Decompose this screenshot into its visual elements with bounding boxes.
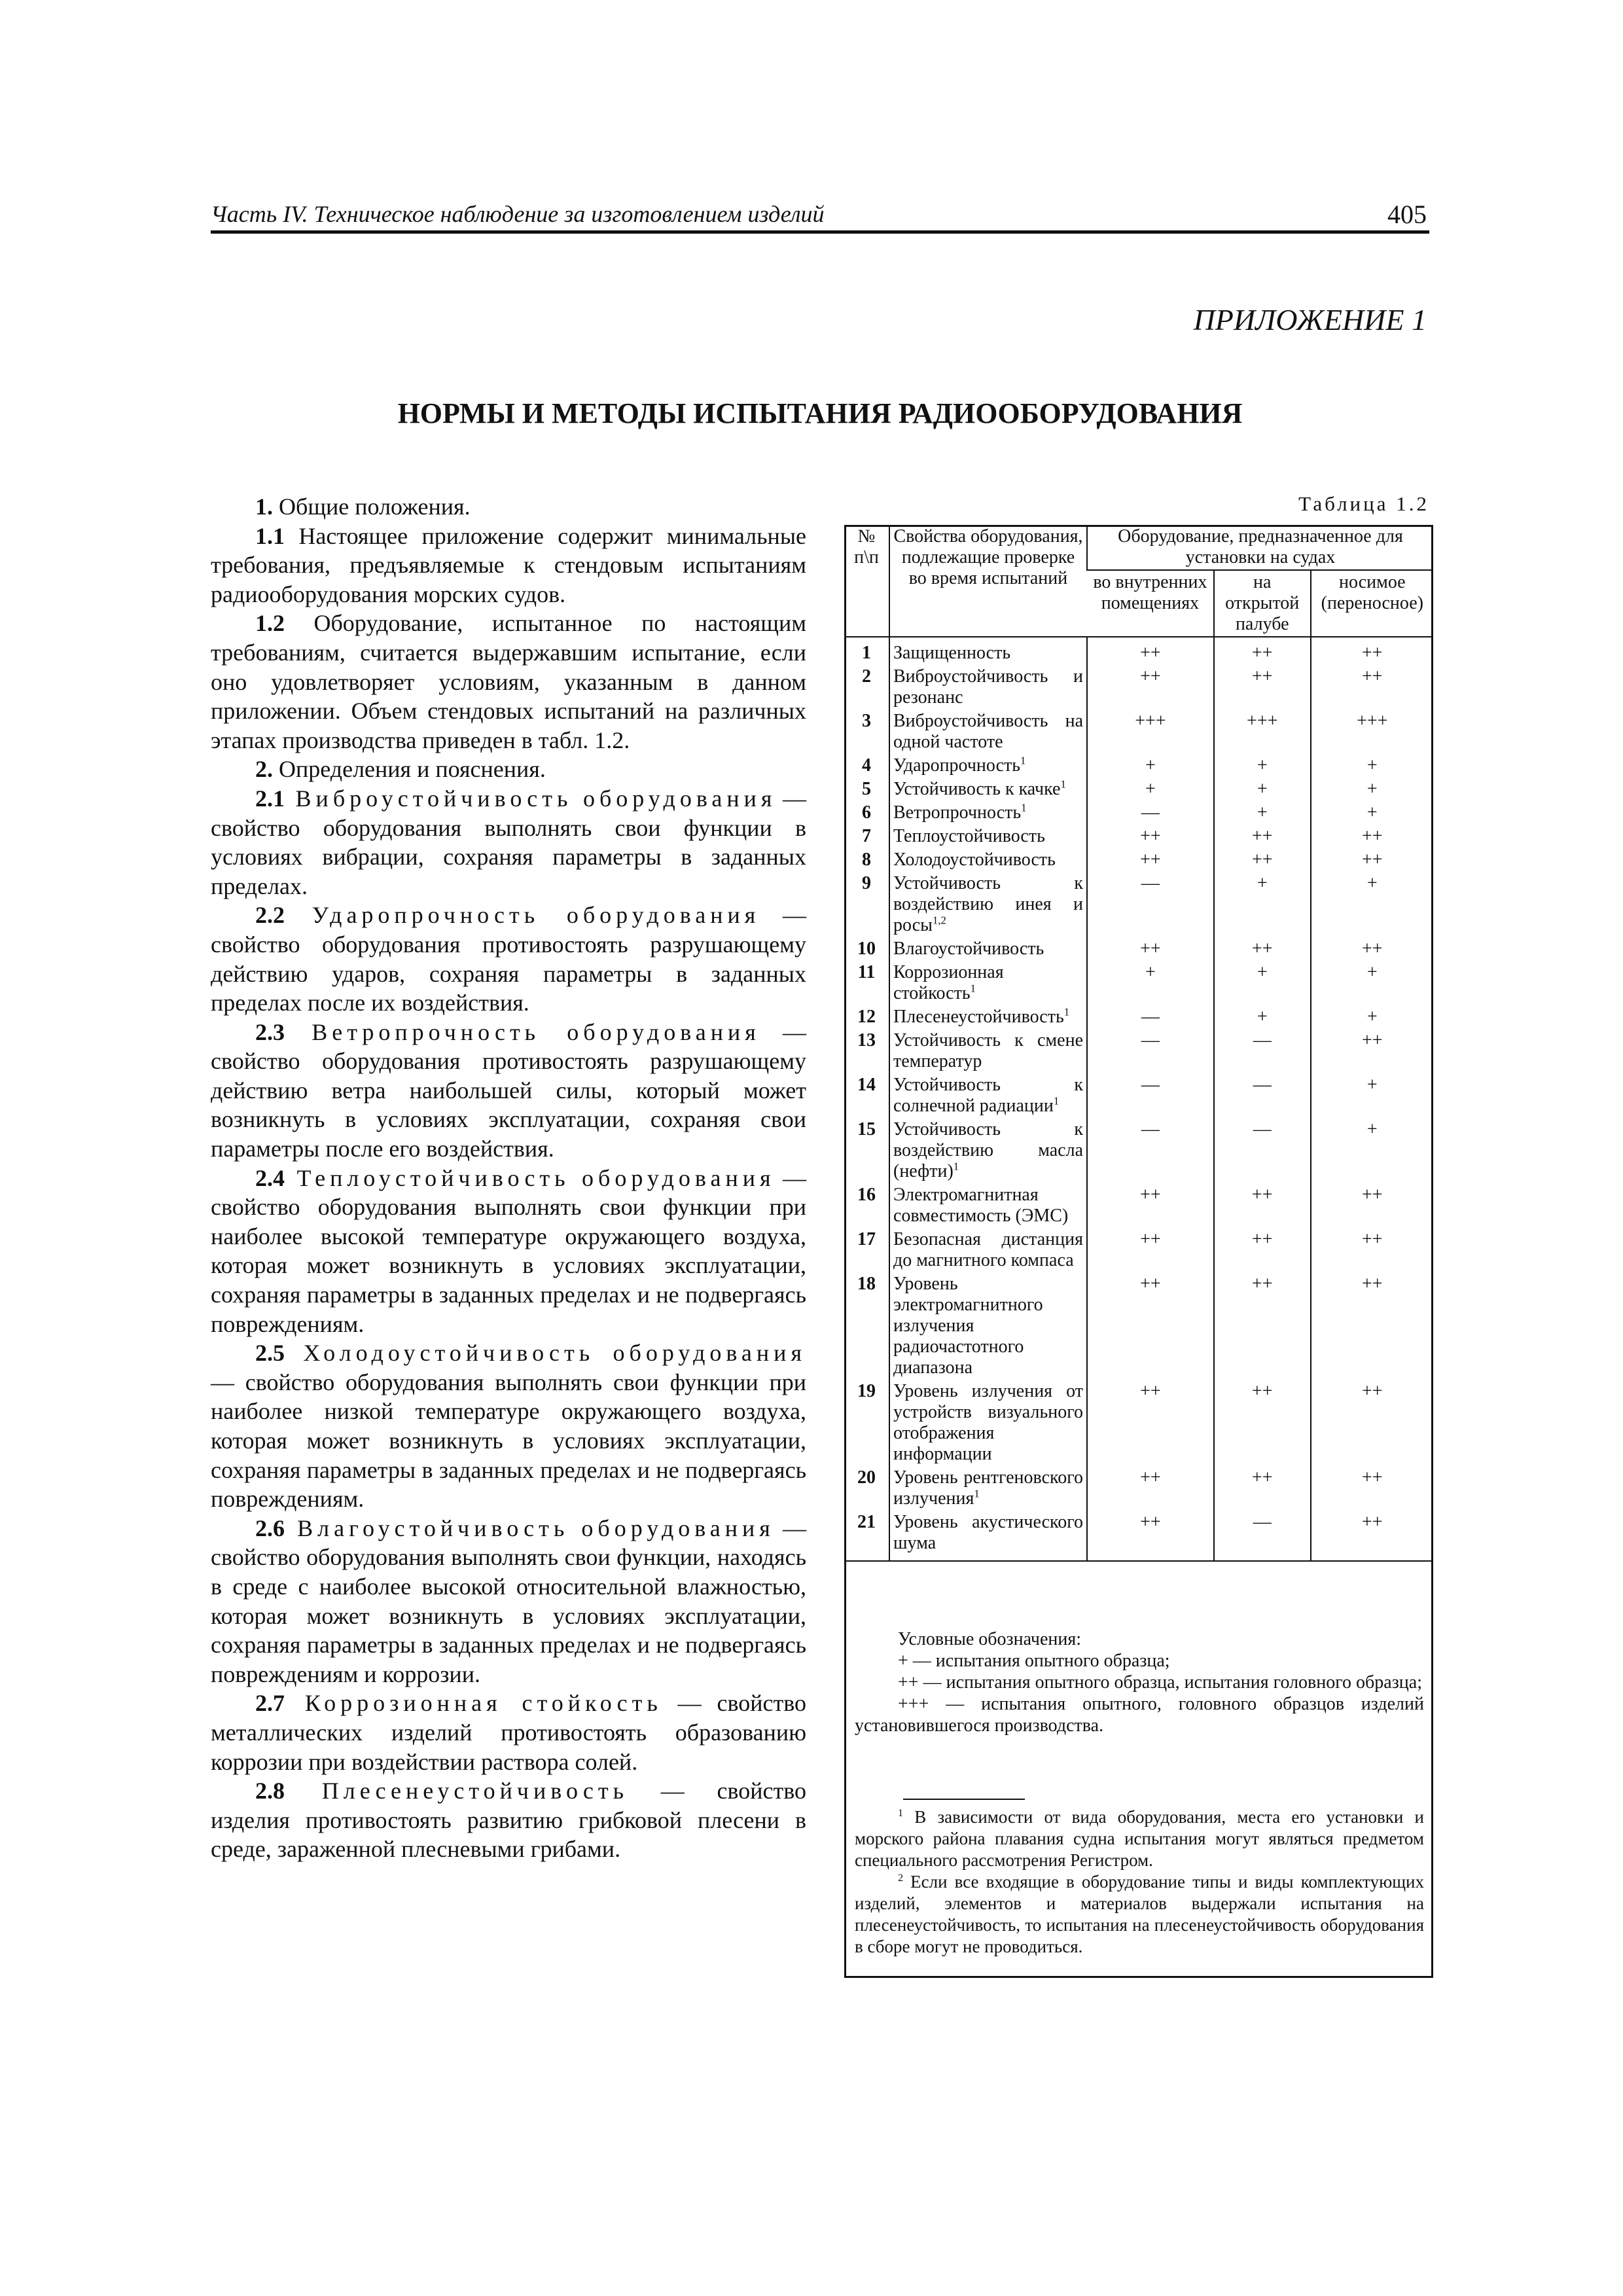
cell-open-deck: ++ [1214, 848, 1311, 872]
cell-open-deck: ++ [1214, 1466, 1311, 1511]
paragraph-2-2: 2.2 Ударопрочность оборудования — свойство оборудования противостоять разрушающему действию ударов, сохраняя параметры в заданных пределах после их воздействия. [211, 902, 807, 1016]
table-row [844, 1272, 1433, 1380]
cell-indoor: — [1087, 1073, 1214, 1118]
row-property: Виброустойчивость на одной частоте [889, 709, 1087, 754]
cell-indoor: ++ [1087, 637, 1214, 665]
table-row [844, 754, 1433, 778]
footnote-ref: 1 [1053, 1094, 1060, 1107]
cell-portable: + [1311, 754, 1433, 778]
footnote-ref: 1 [1020, 754, 1026, 767]
row-number: 14 [857, 1075, 876, 1095]
cell-open-deck: ++ [1214, 665, 1311, 709]
table-legend [855, 1628, 1424, 1736]
document-title: НОРМЫ И МЕТОДЫ ИСПЫТАНИЯ РАДИООБОРУДОВАНИЯ [397, 397, 1243, 429]
row-property: Устойчивость к воздействию масла (нефти)$^1$ [889, 1118, 1087, 1183]
cell-indoor: ++ [1087, 848, 1214, 872]
row-number: 16 [857, 1185, 876, 1205]
row-property: Плесенеустойчивость$^1$ [889, 1005, 1087, 1029]
row-property: Ветропрочность$^1$ [889, 801, 1087, 825]
cell-open-deck: ++ [1214, 937, 1311, 961]
footnote-rule [903, 1799, 1025, 1800]
table-row [844, 872, 1433, 937]
cell-portable: ++ [1311, 1183, 1433, 1228]
paragraph-2-8: 2.8 Плесенеустойчивость — свойство изделия противостоять развитию грибковой плесени в среде, зараженной плесневыми грибами. [211, 1778, 806, 1863]
cell-portable: ++ [1311, 665, 1433, 709]
cell-open-deck: + [1214, 778, 1311, 801]
footnote-ref: 1 [1021, 801, 1027, 814]
column-header-property: Свойства оборудования, подлежащие проверке во время испытаний [889, 525, 1087, 637]
cell-open-deck: ++ [1214, 825, 1311, 848]
row-number: 7 [862, 826, 871, 846]
row-property: Уровень акустического шума [889, 1511, 1087, 1561]
term-cold: Холодоустойчивость оборудования [285, 1340, 806, 1367]
column-header-indoor: во внутренних помещениях [1087, 570, 1214, 637]
cell-indoor: + [1087, 778, 1214, 801]
row-property: Устойчивость к качке$^1$ [889, 778, 1087, 801]
row-property: Уровень излучения от устройств визуального отображения информации [889, 1380, 1087, 1466]
cell-open-deck: ++ [1214, 1272, 1311, 1380]
cell-indoor: — [1087, 1005, 1214, 1029]
cell-indoor: ++ [1087, 1466, 1214, 1511]
cell-indoor: ++ [1087, 1183, 1214, 1228]
cell-open-deck: ++ [1214, 1380, 1311, 1466]
table-row [844, 1005, 1433, 1029]
row-number: 12 [857, 1007, 876, 1027]
cell-indoor: ++ [1087, 1228, 1214, 1272]
cell-portable: ++ [1311, 1511, 1433, 1561]
legend-item-1: + — испытания опытного образца; [898, 1651, 1170, 1671]
cell-indoor: ++ [1087, 937, 1214, 961]
row-property: Безопасная дистанция до магнитного компаса [889, 1228, 1087, 1272]
cell-portable: + [1311, 1073, 1433, 1118]
table-row [844, 1511, 1433, 1561]
column-header-number: № п\п [844, 525, 889, 637]
cell-indoor: ++ [1087, 1272, 1214, 1380]
row-property: Устойчивость к солнечной радиации$^1$ [889, 1073, 1087, 1118]
test-scope-table [844, 525, 1433, 1562]
cell-open-deck: — [1214, 1073, 1311, 1118]
row-number: 8 [862, 850, 871, 870]
table-row [844, 937, 1433, 961]
row-number: 13 [857, 1030, 876, 1050]
row-number: 5 [862, 779, 871, 799]
row-property: Теплоустойчивость [889, 825, 1087, 848]
cell-portable: +++ [1311, 709, 1433, 754]
cell-portable: ++ [1311, 1228, 1433, 1272]
column-header-group: Оборудование, предназначенное для установки на судах [1087, 525, 1433, 570]
table-row [844, 709, 1433, 754]
row-number: 17 [857, 1229, 876, 1249]
cell-open-deck: — [1214, 1511, 1311, 1561]
cell-portable: ++ [1311, 937, 1433, 961]
row-property: Защищенность [889, 637, 1087, 665]
legend-item-2: ++ — испытания опытного образца, испытания головного образца; [898, 1672, 1422, 1693]
appendix-label: ПРИЛОЖЕНИЕ 1 [1193, 303, 1427, 336]
cell-open-deck: ++ [1214, 1228, 1311, 1272]
row-property: Устойчивость к воздействию инея и росы$^{1,2}$ [889, 872, 1087, 937]
cell-portable: ++ [1311, 637, 1433, 665]
row-number: 19 [857, 1381, 876, 1401]
table-row [844, 801, 1433, 825]
row-property: Виброустойчивость и резонанс [889, 665, 1087, 709]
cell-portable: ++ [1311, 1029, 1433, 1073]
table-footnotes [855, 1806, 1424, 1958]
footnote-ref: 1 [974, 1487, 980, 1500]
column-header-open-deck: на открытой палубе [1214, 570, 1311, 637]
cell-indoor: ++ [1087, 1511, 1214, 1561]
cell-indoor: — [1087, 1029, 1214, 1073]
table-row [844, 778, 1433, 801]
cell-open-deck: + [1214, 1005, 1311, 1029]
cell-portable: ++ [1311, 1272, 1433, 1380]
paragraph-2-1: 2.1 Виброустойчивость оборудования — свойство оборудования выполнять свои функции в условиях вибрации, сохраняя параметры в заданных пределах. [211, 785, 806, 899]
table-row [844, 1466, 1433, 1511]
row-number: 21 [844, 1511, 889, 1561]
table-row [844, 1073, 1433, 1118]
cell-open-deck: ++ [1214, 637, 1311, 665]
header-rule [211, 230, 1429, 234]
table-row [844, 665, 1433, 709]
table-row [844, 825, 1433, 848]
cell-portable: + [1311, 778, 1433, 801]
row-property: Влагоустойчивость [889, 937, 1087, 961]
cell-indoor: + [1087, 754, 1214, 778]
legend-item-3: +++ — испытания опытного, головного образцов изделий установившегося производства. [855, 1694, 1424, 1736]
cell-indoor: — [1087, 872, 1214, 937]
cell-open-deck: + [1214, 754, 1311, 778]
cell-open-deck: — [1214, 1029, 1311, 1073]
term-vibration: Виброустойчивость оборудования [285, 785, 777, 812]
table-row [844, 1228, 1433, 1272]
cell-indoor: ++ [1087, 825, 1214, 848]
paragraph-1-2: 1.2 Оборудование, испытанное по настоящим требованиям, считается выдержавшим испытание, если оно удовлетворяет условиям, указанным в данном приложении. Объем стендовых испытаний на различных этапах производства приведен в табл. 1.2. [211, 610, 806, 753]
cell-indoor: + [1087, 961, 1214, 1005]
table-row [844, 1380, 1433, 1466]
cell-portable: + [1311, 1118, 1433, 1183]
cell-portable: ++ [1311, 848, 1433, 872]
term-shock: Ударопрочность оборудования [285, 902, 760, 929]
footnote-1: $^1$ В зависимости от вида оборудования, места его установки и морского района плавания судна испытания могут являться предметом специального рассмотрения Регистром. [855, 1807, 1424, 1870]
cell-indoor: ++ [1087, 1380, 1214, 1466]
table-row [844, 848, 1433, 872]
cell-portable: ++ [1311, 1466, 1433, 1511]
row-number: 4 [862, 755, 871, 776]
cell-open-deck: — [1214, 1118, 1311, 1183]
paragraph-2-6: 2.6 Влагоустойчивость оборудования — свойство оборудования выполнять свои функции, находясь в среде с наиболее высокой относительной влажностью, которая может возникнуть в условиях эксплуатации, сохраняя параметры в заданных пределах и не подвергаясь повреждениям и коррозии. [211, 1515, 806, 1687]
page-number: 405 [1387, 200, 1427, 229]
cell-portable: + [1311, 961, 1433, 1005]
cell-portable: + [1311, 872, 1433, 937]
row-property: Устойчивость к смене температур [889, 1029, 1087, 1073]
cell-portable: ++ [1311, 825, 1433, 848]
row-number: 18 [857, 1274, 876, 1294]
footnote-ref: 1 [970, 982, 976, 995]
row-number: 3 [862, 711, 871, 731]
running-header: Часть IV. Техническое наблюдение за изготовлением изделий [211, 201, 825, 227]
term-humidity: Влагоустойчивость оборудования [285, 1515, 775, 1541]
row-number: 11 [857, 962, 876, 982]
cell-open-deck: +++ [1214, 709, 1311, 754]
cell-indoor: +++ [1087, 709, 1214, 754]
footnote-ref: 1 [1063, 1005, 1070, 1018]
row-number: 15 [857, 1119, 876, 1139]
paragraph-2-7: 2.7 Коррозионная стойкость — свойство металлических изделий противостоять образованию коррозии при воздействии раствора солей. [211, 1690, 806, 1775]
cell-open-deck: + [1214, 801, 1311, 825]
legend-title: Условные обозначения: [898, 1629, 1082, 1649]
paragraph-1-1: 1.1 Настоящее приложение содержит минимальные требования, предъявляемые к стендовым испытаниям радиооборудования морских судов. [211, 522, 806, 607]
column-header-portable: носимое (переносное) [1311, 570, 1433, 637]
cell-indoor: — [1087, 801, 1214, 825]
term-wind: Ветропрочность оборудования [285, 1018, 760, 1045]
row-property: Холодоустойчивость [889, 848, 1087, 872]
row-number: 10 [857, 939, 876, 959]
cell-open-deck: + [1214, 872, 1311, 937]
cell-portable: ++ [1311, 1380, 1433, 1466]
row-number: 20 [857, 1467, 876, 1488]
cell-indoor: — [1087, 1118, 1214, 1183]
table-caption: Таблица 1.2 [1298, 492, 1429, 515]
cell-portable: + [1311, 801, 1433, 825]
footnote-2: $^2$ Если все входящие в оборудование типы и виды комплектующих изделий, элементов и материалов выдержали испытания на плесенеустойчивость, то испытания на плесенеустойчивость оборудования в сборе могут не проводиться. [855, 1872, 1424, 1956]
row-number: 2 [862, 666, 871, 687]
row-number: 6 [862, 802, 871, 823]
row-property: Ударопрочность$^1$ [889, 754, 1087, 778]
row-number: 9 [862, 873, 871, 893]
footnote-ref: 1,2 [932, 914, 946, 927]
paragraph-2-4: 2.4 Теплоустойчивость оборудования — свойство оборудования выполнять свои функции при наиболее высокой температуре окружающего воздуха, которая может возникнуть в условиях эксплуатации, сохраняя параметры в заданных пределах и не подвергаясь повреждениям. [211, 1164, 806, 1337]
cell-open-deck: ++ [1214, 1183, 1311, 1228]
row-property: Электромагнитная совместимость (ЭМС) [889, 1183, 1087, 1228]
term-heat: Теплоустойчивость оборудования [285, 1164, 776, 1191]
cell-indoor: ++ [1087, 665, 1214, 709]
footnote-ref: 1 [1060, 778, 1066, 791]
table-body [844, 637, 1433, 1561]
term-corrosion: Коррозионная стойкость [285, 1690, 662, 1717]
row-property: Уровень рентгеновского излучения$^1$ [889, 1466, 1087, 1511]
cell-open-deck: + [1214, 961, 1311, 1005]
cell-portable: + [1311, 1005, 1433, 1029]
footnote-ref: 1 [953, 1160, 959, 1173]
table-row [844, 1029, 1433, 1073]
table-row [844, 1118, 1433, 1183]
term-mold: Плесенеустойчивость [285, 1778, 628, 1804]
left-column-text [211, 492, 806, 1864]
section-1-heading: 1. Общие положения. [255, 493, 471, 520]
paragraph-2-5: 2.5 Холодоустойчивость оборудования — свойство оборудования выполнять свои функции при наиболее низкой температуре окружающего воздуха, которая может возникнуть в условиях эксплуатации, сохраняя параметры в заданных пределах и не подвергаясь повреждениям. [211, 1340, 806, 1513]
table-row [844, 1183, 1433, 1228]
table-row [844, 961, 1433, 1005]
row-property: Уровень электромагнитного излучения радиочастотного диапазона [889, 1272, 1087, 1380]
row-property: Коррозионная стойкость$^1$ [889, 961, 1087, 1005]
paragraph-2-3: 2.3 Ветропрочность оборудования — свойство оборудования противостоять разрушающему действию ветра наибольшей силы, который может возникнуть в условиях эксплуатации, сохраняя свои параметры после его воздействия. [211, 1018, 807, 1162]
table-row [844, 637, 1433, 665]
row-number: 1 [862, 643, 871, 663]
section-2-heading: 2. Определения и пояснения. [255, 756, 546, 783]
